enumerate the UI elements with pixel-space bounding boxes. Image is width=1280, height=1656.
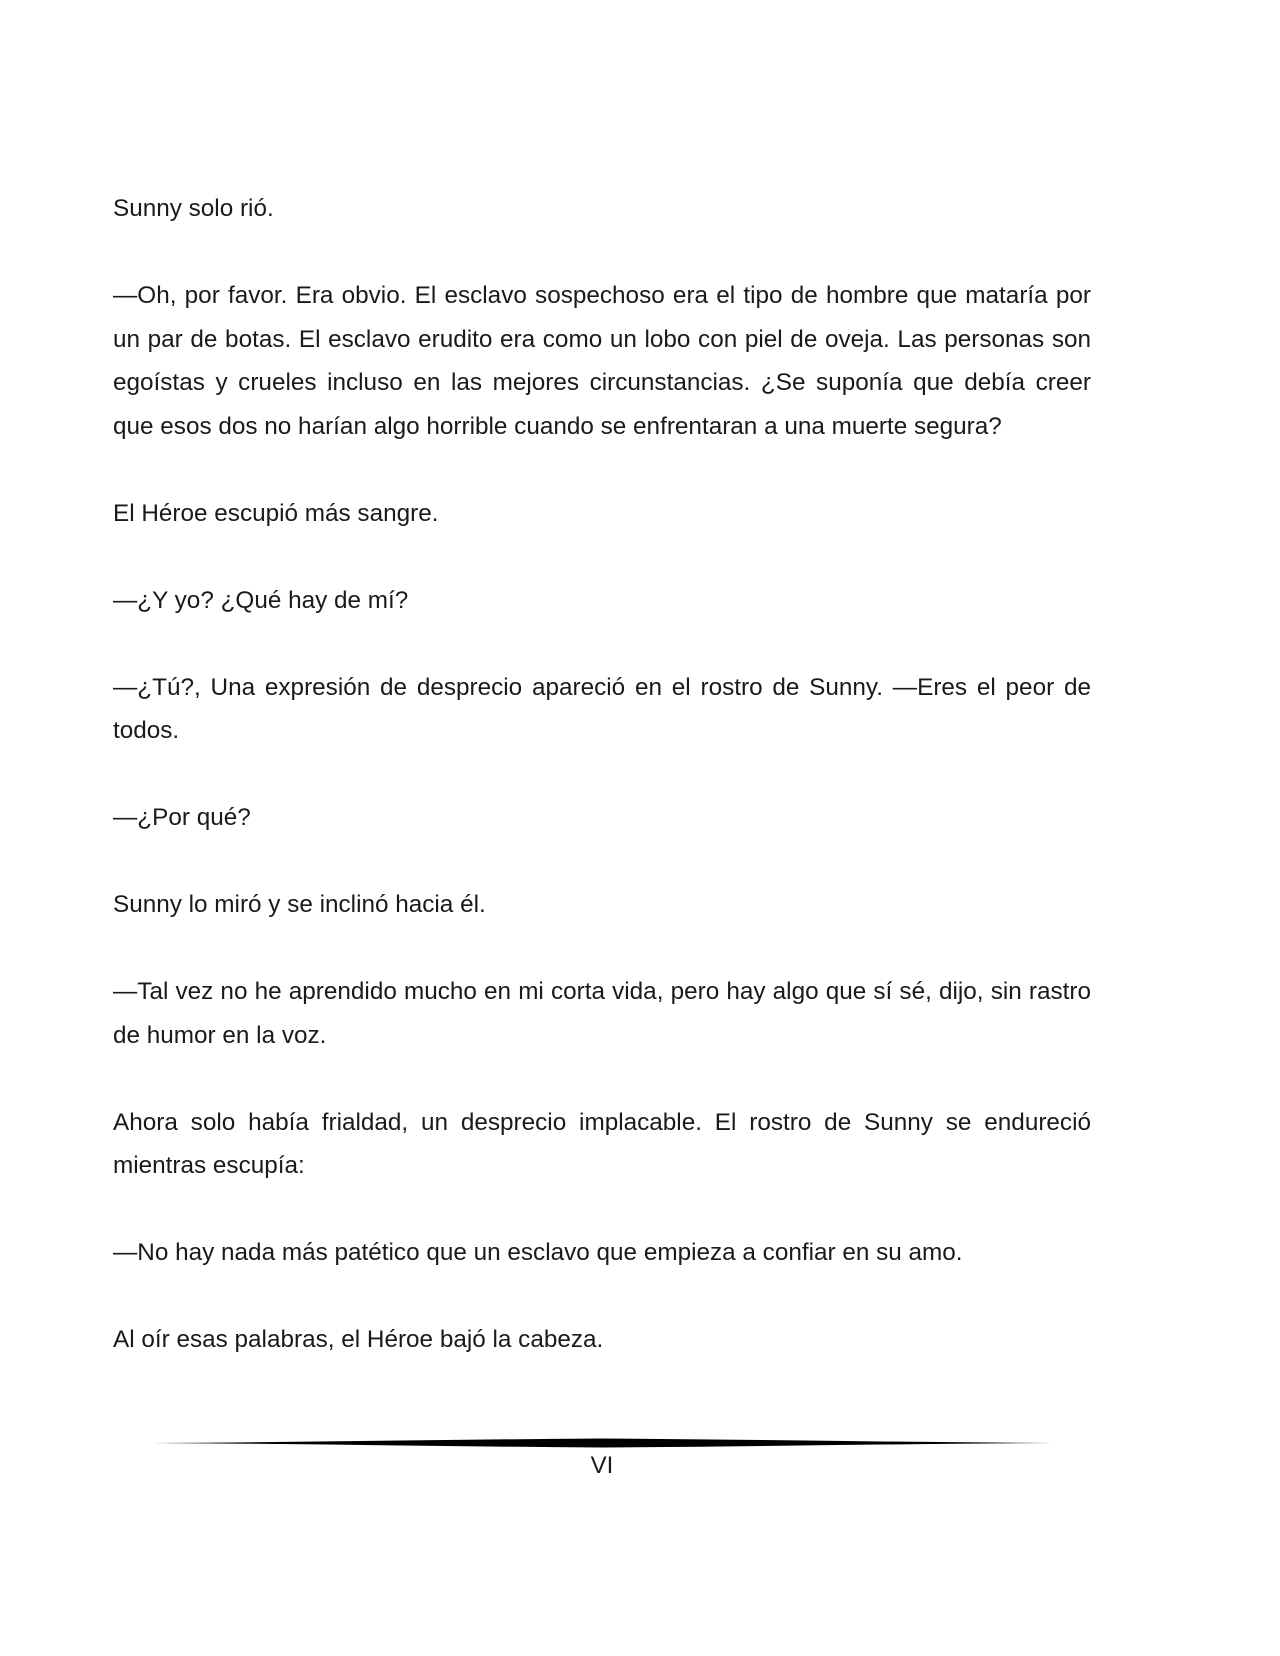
paragraph: Ahora solo había frialdad, un desprecio implacable. El rostro de Sunny se endureció mientras escupía: xyxy=(113,1108,1091,1179)
footer-divider-ornament xyxy=(152,1435,1052,1451)
paragraph: Sunny lo miró y se inclinó hacia él. xyxy=(113,891,486,918)
divider-swell xyxy=(152,1439,1052,1448)
paragraph: El Héroe escupió más sangre. xyxy=(113,499,439,527)
page-number: VI xyxy=(590,1452,614,1479)
paragraph: Sunny solo rió. xyxy=(113,195,274,222)
paragraph: —¿Tú?, Una expresión de desprecio apareció en el rostro de Sunny. —Eres el peor de todos. xyxy=(113,673,1091,744)
paragraph: Al oír esas palabras, el Héroe bajó la cabeza. xyxy=(113,1326,604,1353)
paragraph: —¿Por qué? xyxy=(113,804,251,831)
paragraph: —¿Y yo? ¿Qué hay de mí? xyxy=(113,586,409,614)
page-body xyxy=(113,187,1091,1405)
paragraph: —Tal vez no he aprendido mucho en mi corta vida, pero hay algo que sí sé, dijo, sin rastro de humor en la voz. xyxy=(113,978,1091,1049)
paragraph: —No hay nada más patético que un esclavo que empieza a confiar en su amo. xyxy=(113,1239,963,1266)
paragraph: —Oh, por favor. Era obvio. El esclavo sospechoso era el tipo de hombre que mataría por un par de botas. El esclavo erudito era como un lobo con piel de oveja. Las personas son egoístas y crueles incluso en las mejores circunstancias. ¿Se suponía que debía creer que esos dos no harían algo horrible cuando se enfrentaran a una muerte segura? xyxy=(113,282,1091,440)
